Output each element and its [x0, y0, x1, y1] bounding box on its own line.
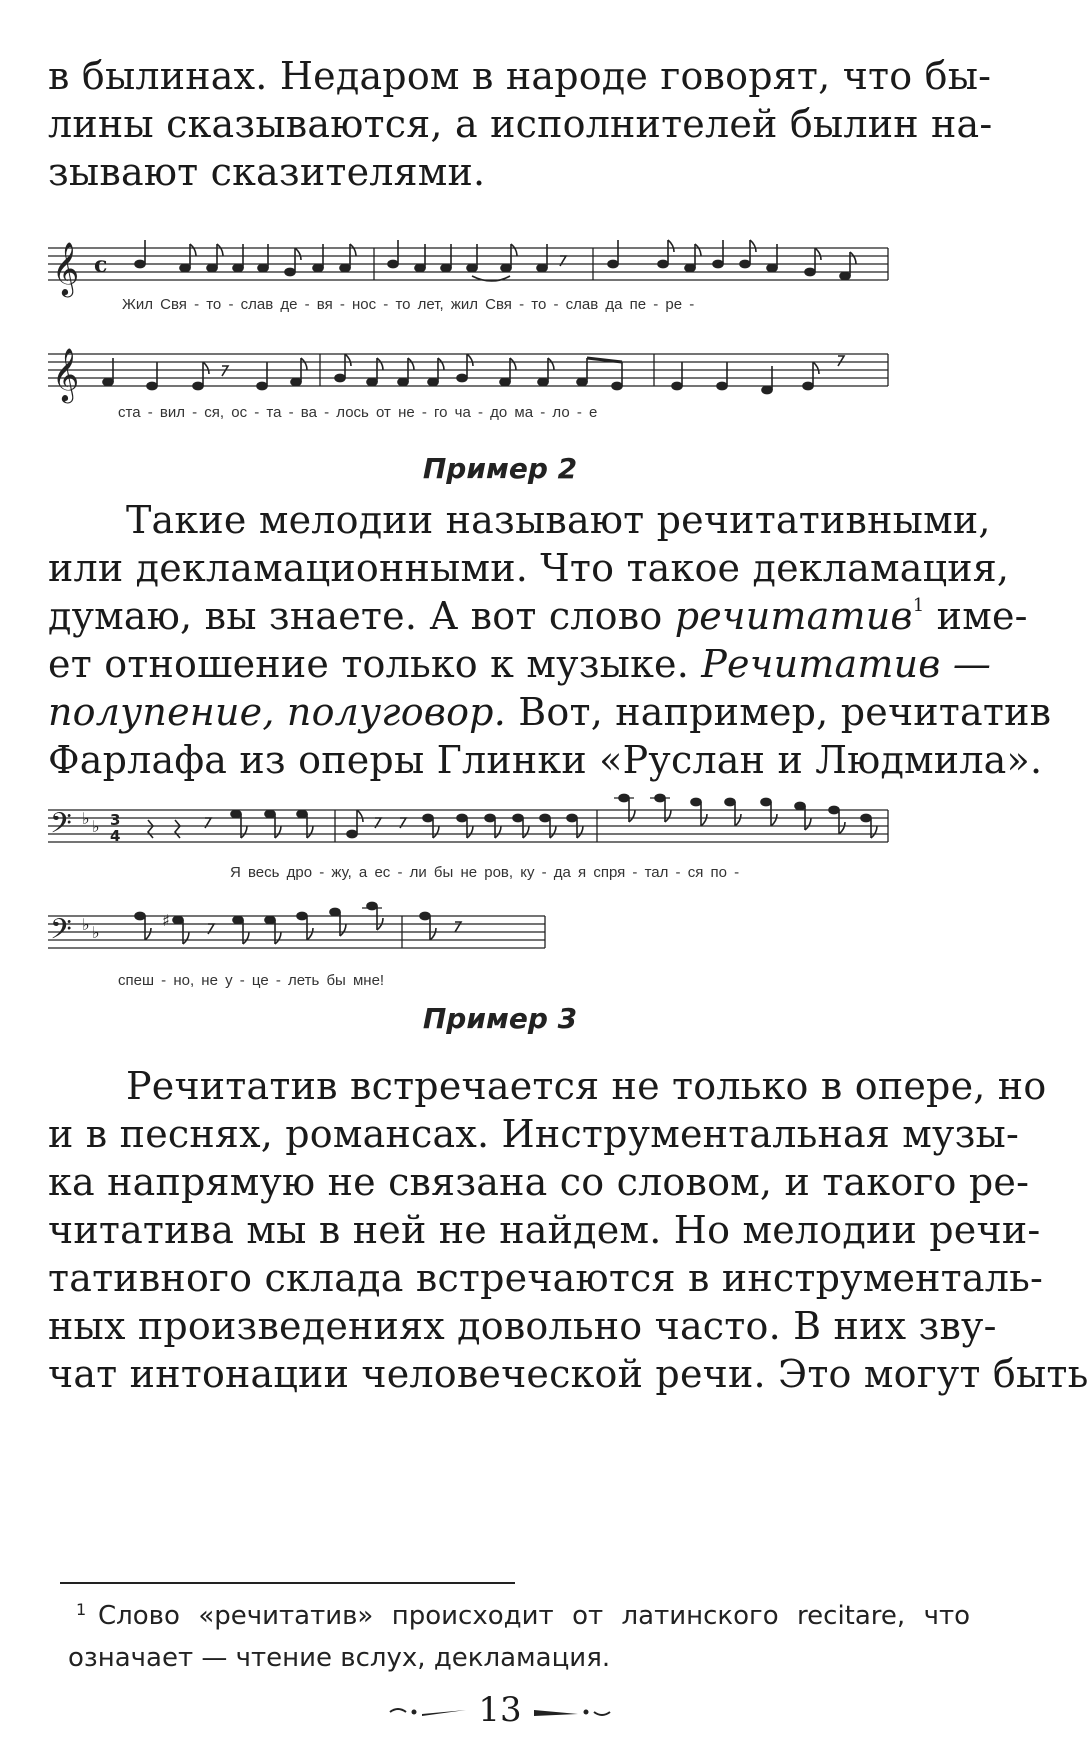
lyrics-line: Я весь дро - жу, а ес - ли бы не ров, ку - да я спря - тал - ся по - — [230, 864, 740, 881]
text-line: Фарлафа из оперы Глинки «Руслан и Людмила». — [48, 738, 1043, 782]
page-number: 13 — [478, 1690, 522, 1730]
svg-text:4: 4 — [110, 827, 121, 845]
text-line: или декламационными. Что такое декламация, — [48, 546, 1010, 590]
music-example-3 — [0, 792, 1000, 992]
paragraph-middle — [48, 496, 1052, 784]
bass-staff-1 — [0, 792, 1000, 862]
paragraph-bottom — [48, 1062, 1089, 1398]
term-recitative: речитатив — [674, 594, 913, 638]
text-line: ка напрямую не связана со словом, и такого ре- — [48, 1160, 1030, 1204]
paragraph-top — [48, 52, 993, 196]
text-line: читатива мы в ней не найдем. Но мелодии речи- — [48, 1208, 1041, 1252]
text-line: тативного склада встречаются в инструменталь- — [48, 1256, 1044, 1300]
text-line — [48, 688, 1052, 736]
text-span: ет отношение только к музыке. — [48, 642, 702, 686]
ornament-right-icon — [532, 1702, 612, 1722]
footnote-mark: 1 — [76, 1600, 87, 1619]
footnote-line: означает — чтение вслух, декламация. — [68, 1643, 611, 1673]
text-line — [48, 640, 992, 688]
svg-text:c: c — [94, 252, 108, 278]
svg-text:3: 3 — [110, 811, 121, 829]
text-line: в былинах. Недаром в народе говорят, что бы- — [48, 54, 992, 98]
example-caption: Пример 2 — [422, 452, 578, 485]
footnote-line: Слово «речитатив» происходит от латинского recitare, что — [98, 1601, 970, 1631]
svg-text:𝄞: 𝄞 — [52, 241, 80, 295]
page-number-block — [0, 1690, 1000, 1730]
svg-text:𝄢: 𝄢 — [50, 807, 72, 847]
svg-text:♭: ♭ — [92, 923, 100, 942]
footnote-reference[interactable]: 1 — [912, 595, 925, 616]
example-caption: Пример 3 — [422, 1002, 578, 1035]
text-line: ных произведениях довольно часто. В них зву- — [48, 1304, 997, 1348]
definition-italic: Речитатив — — [701, 642, 992, 686]
footnote — [68, 1595, 970, 1679]
text-line: Речитатив встречается не только в опере, но — [126, 1064, 1047, 1108]
svg-text:♭: ♭ — [92, 817, 100, 836]
text-span: думаю, вы знаете. А вот слово — [48, 594, 675, 638]
treble-staff-2 — [0, 326, 1000, 416]
text-line: и в песнях, романсах. Инструментальная музы- — [48, 1112, 1020, 1156]
music-example-2 — [0, 218, 1000, 438]
lyrics-line: ста - вил - ся, ос - та - ва - лось от не - го ча - до ма - ло - е — [118, 404, 598, 421]
lyrics-line: спеш - но, не у - це - леть бы мне! — [118, 972, 385, 989]
text-span: име- — [924, 594, 1028, 638]
text-line: чат интонации человеческой речи. Это могут быть — [48, 1352, 1089, 1396]
treble-staff-1 — [0, 218, 1000, 308]
footnote-divider — [60, 1582, 515, 1584]
bass-staff-2 — [0, 896, 1000, 966]
svg-text:♭: ♭ — [82, 809, 90, 828]
text-line: Такие мелодии называют речитативными, — [126, 498, 991, 542]
svg-text:𝄢: 𝄢 — [50, 913, 72, 953]
definition-italic: полупение, полуговор. — [48, 690, 506, 734]
lyrics-line: Жил Свя - то - слав де - вя - нос - то лет, жил Свя - то - слав да пе - ре - — [122, 296, 695, 313]
text-line: лины сказываются, а исполнителей былин на- — [48, 102, 993, 146]
svg-text:♭: ♭ — [82, 915, 90, 934]
text-span: Вот, например, речитатив — [505, 690, 1052, 734]
ornament-left-icon — [388, 1702, 468, 1722]
text-line: зывают сказителями. — [48, 150, 486, 194]
svg-text:♯: ♯ — [162, 911, 170, 930]
text-line — [48, 592, 1028, 640]
svg-text:𝄞: 𝄞 — [52, 347, 80, 401]
